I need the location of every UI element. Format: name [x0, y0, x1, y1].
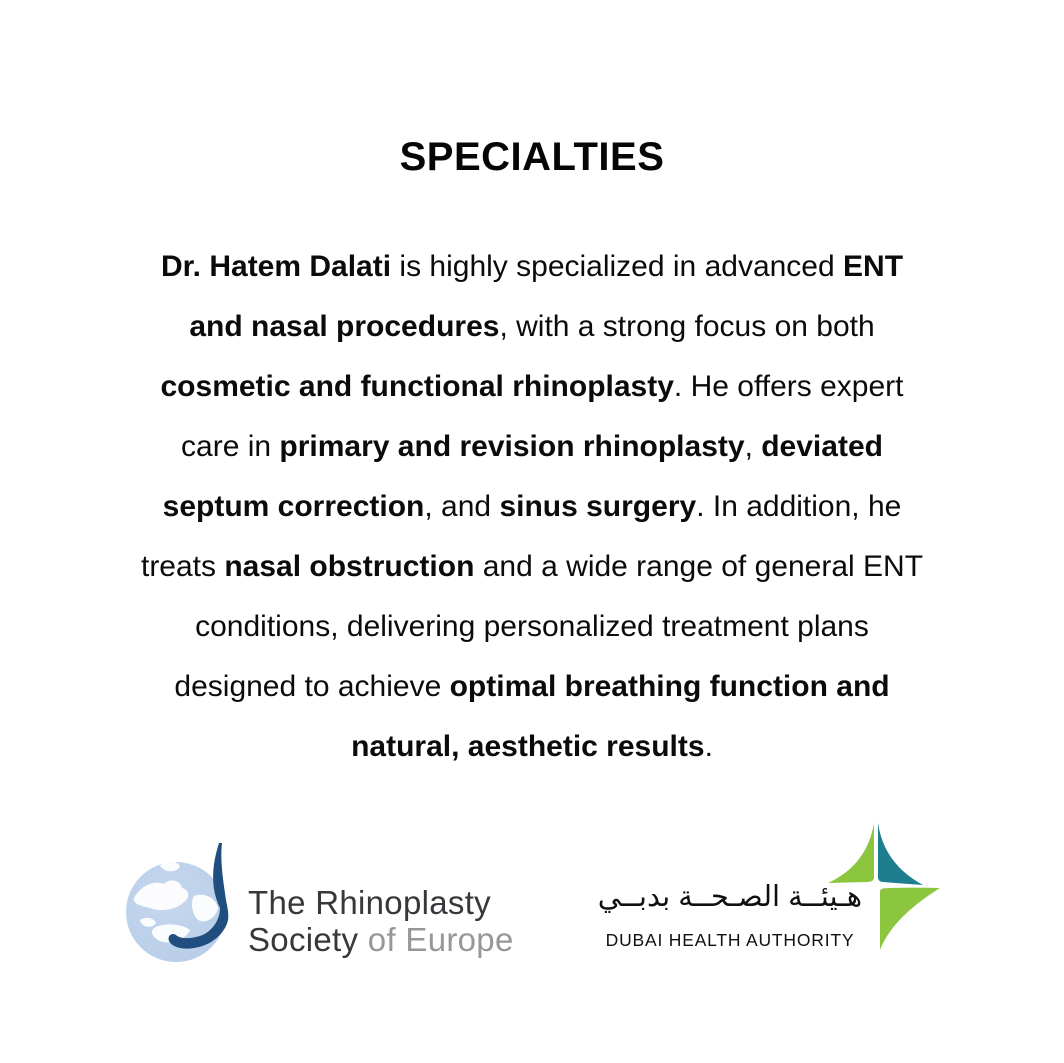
paragraph-line: septum correction, and sinus surgery. In addition, he: [162, 490, 902, 523]
paragraph-line: treats nasal obstruction and a wide range of general ENT: [140, 550, 924, 583]
paragraph-line: care in primary and revision rhinoplasty, deviated: [181, 430, 883, 463]
dha-star-arm-upper-right: [878, 823, 923, 885]
dha-latin-name: DUBAI HEALTH AUTHORITY: [605, 930, 855, 950]
dha-star-arm-upper-left: [828, 823, 874, 883]
specialties-paragraph: [72, 237, 992, 777]
paragraph-line: cosmetic and functional rhinoplasty. He offers expert: [160, 370, 904, 403]
dha-star-arm-lower-right: [880, 888, 940, 950]
rhinoplasty-name-line2: [248, 921, 514, 958]
paragraph-line: Dr. Hatem Dalati is highly specialized in advanced ENT: [160, 250, 904, 283]
paragraph-line: natural, aesthetic results.: [351, 730, 713, 763]
globe-nose-icon: [120, 840, 242, 966]
paragraph-line: and nasal procedures, with a strong focus on both: [189, 310, 875, 343]
rhinoplasty-name-of-europe: of Europe: [367, 921, 514, 958]
paragraph-line: designed to achieve optimal breathing function and: [174, 670, 890, 703]
page-title: SPECIALTIES: [399, 135, 665, 179]
rhinoplasty-society-name: [248, 884, 514, 958]
paragraph-line: conditions, delivering personalized treatment plans: [195, 610, 869, 643]
dha-arabic-name: هـيئــة الصـحــة بدبــي: [597, 881, 862, 913]
dubai-health-authority-logo: [598, 818, 970, 976]
rhinoplasty-society-logo: [120, 840, 550, 972]
rhinoplasty-name-line1: The Rhinoplasty: [248, 884, 491, 921]
rhinoplasty-name-society: Society: [248, 921, 368, 958]
